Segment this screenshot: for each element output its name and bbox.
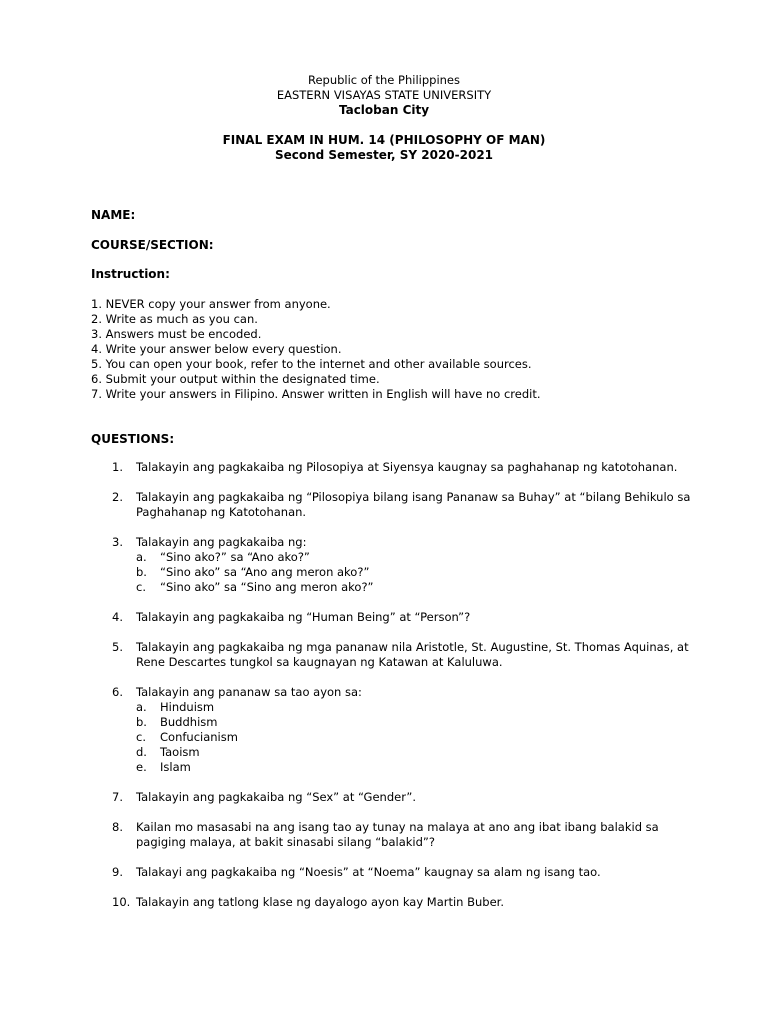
question-number: 9. (112, 865, 123, 879)
question-number: 6. (112, 685, 123, 699)
question-number: 7. (112, 790, 123, 804)
sub-question-item (136, 550, 712, 565)
sub-question-text: “Sino ako” sa “Ano ang meron ako?” (160, 565, 370, 579)
question-item (112, 865, 712, 880)
sub-question-item (136, 565, 712, 580)
university-name: EASTERN VISAYAS STATE UNIVERSITY (276, 88, 492, 102)
instruction-item: 1. NEVER copy your answer from anyone. (91, 297, 331, 311)
sub-question-item (136, 700, 712, 715)
exam-title: FINAL EXAM IN HUM. 14 (PHILOSOPHY OF MAN) (222, 133, 546, 147)
question-number: 5. (112, 640, 123, 654)
question-number: 4. (112, 610, 123, 624)
instruction-list (91, 297, 711, 402)
sub-question-item (136, 760, 712, 775)
sub-question-item (136, 745, 712, 760)
question-text: Kailan mo masasabi na ang isang tao ay tunay na malaya at ano ang ibat ibang balakid sa pagiging malaya, at bakit sinasabi silang “balakid”? (136, 820, 659, 849)
question-text: Talakayin ang pagkakaiba ng “Sex” at “Gender”. (136, 790, 417, 804)
question-text: Talakayin ang pagkakaiba ng mga pananaw nila Aristotle, St. Augustine, St. Thomas Aquinas, at Rene Descartes tungkol sa kaugnayan ng Katawan at Kaluluwa. (136, 640, 689, 669)
question-number: 8. (112, 820, 123, 834)
sub-question-text: Islam (160, 760, 191, 774)
sub-question-text: “Sino ako” sa “Sino ang meron ako?” (160, 580, 374, 594)
question-text: Talakayin ang pagkakaiba ng: (136, 535, 307, 549)
question-item (112, 535, 712, 595)
name-field-label: NAME: (91, 208, 136, 222)
question-item (112, 610, 712, 625)
sub-question-letter: e. (136, 760, 147, 774)
sub-question-item (136, 730, 712, 745)
sub-question-text: Confucianism (160, 730, 238, 744)
instruction-item: 2. Write as much as you can. (91, 312, 258, 326)
republic-line: Republic of the Philippines (307, 73, 461, 87)
questions-heading: QUESTIONS: (91, 432, 175, 446)
question-item (112, 490, 712, 520)
sub-question-text: Taoism (160, 745, 200, 759)
sub-question-letter: d. (136, 745, 147, 759)
instruction-heading: Instruction: (91, 267, 170, 281)
sub-question-letter: b. (136, 715, 147, 729)
question-item (112, 820, 712, 850)
sub-question-letter: c. (136, 730, 146, 744)
instruction-item: 6. Submit your output within the designated time. (91, 372, 380, 386)
sub-question-text: Buddhism (160, 715, 218, 729)
question-text: Talakayin ang pagkakaiba ng Pilosopiya at Siyensya kaugnay sa paghahanap ng katotohanan. (136, 460, 678, 474)
question-text: Talakayin ang pananaw sa tao ayon sa: (136, 685, 362, 699)
question-item (112, 895, 712, 910)
instruction-item: 4. Write your answer below every question. (91, 342, 342, 356)
sub-question-text: “Sino ako?” sa “Ano ako?” (160, 550, 310, 564)
sub-question-letter: c. (136, 580, 146, 594)
sub-question-text: Hinduism (160, 700, 215, 714)
question-item (112, 685, 712, 775)
instruction-item: 7. Write your answers in Filipino. Answer written in English will have no credit. (91, 387, 541, 401)
sub-question-letter: a. (136, 550, 147, 564)
course-section-field-label: COURSE/SECTION: (91, 238, 214, 252)
instruction-item: 3. Answers must be encoded. (91, 327, 262, 341)
question-text: Talakayin ang pagkakaiba ng “Pilosopiya bilang isang Pananaw sa Buhay” at “bilang Behikulo sa Paghahanap ng Katotohanan. (136, 490, 691, 519)
sub-question-list (136, 700, 712, 775)
sub-question-item (136, 580, 712, 595)
question-item (112, 640, 712, 670)
question-text: Talakayi ang pagkakaiba ng “Noesis” at “Noema” kaugnay sa alam ng isang tao. (136, 865, 601, 879)
sub-question-list (136, 550, 712, 595)
question-text: Talakayin ang pagkakaiba ng “Human Being” at “Person”? (136, 610, 471, 624)
city-name: Tacloban City (338, 103, 430, 117)
question-number: 10. (112, 895, 131, 909)
sub-question-letter: a. (136, 700, 147, 714)
question-number: 3. (112, 535, 123, 549)
question-item (112, 790, 712, 805)
question-item (112, 460, 712, 475)
question-number: 1. (112, 460, 123, 474)
sub-question-letter: b. (136, 565, 147, 579)
instruction-item: 5. You can open your book, refer to the internet and other available sources. (91, 357, 532, 371)
semester-line: Second Semester, SY 2020-2021 (274, 148, 494, 162)
question-number: 2. (112, 490, 123, 504)
sub-question-item (136, 715, 712, 730)
question-text: Talakayin ang tatlong klase ng dayalogo ayon kay Martin Buber. (136, 895, 505, 909)
question-list (112, 460, 712, 925)
